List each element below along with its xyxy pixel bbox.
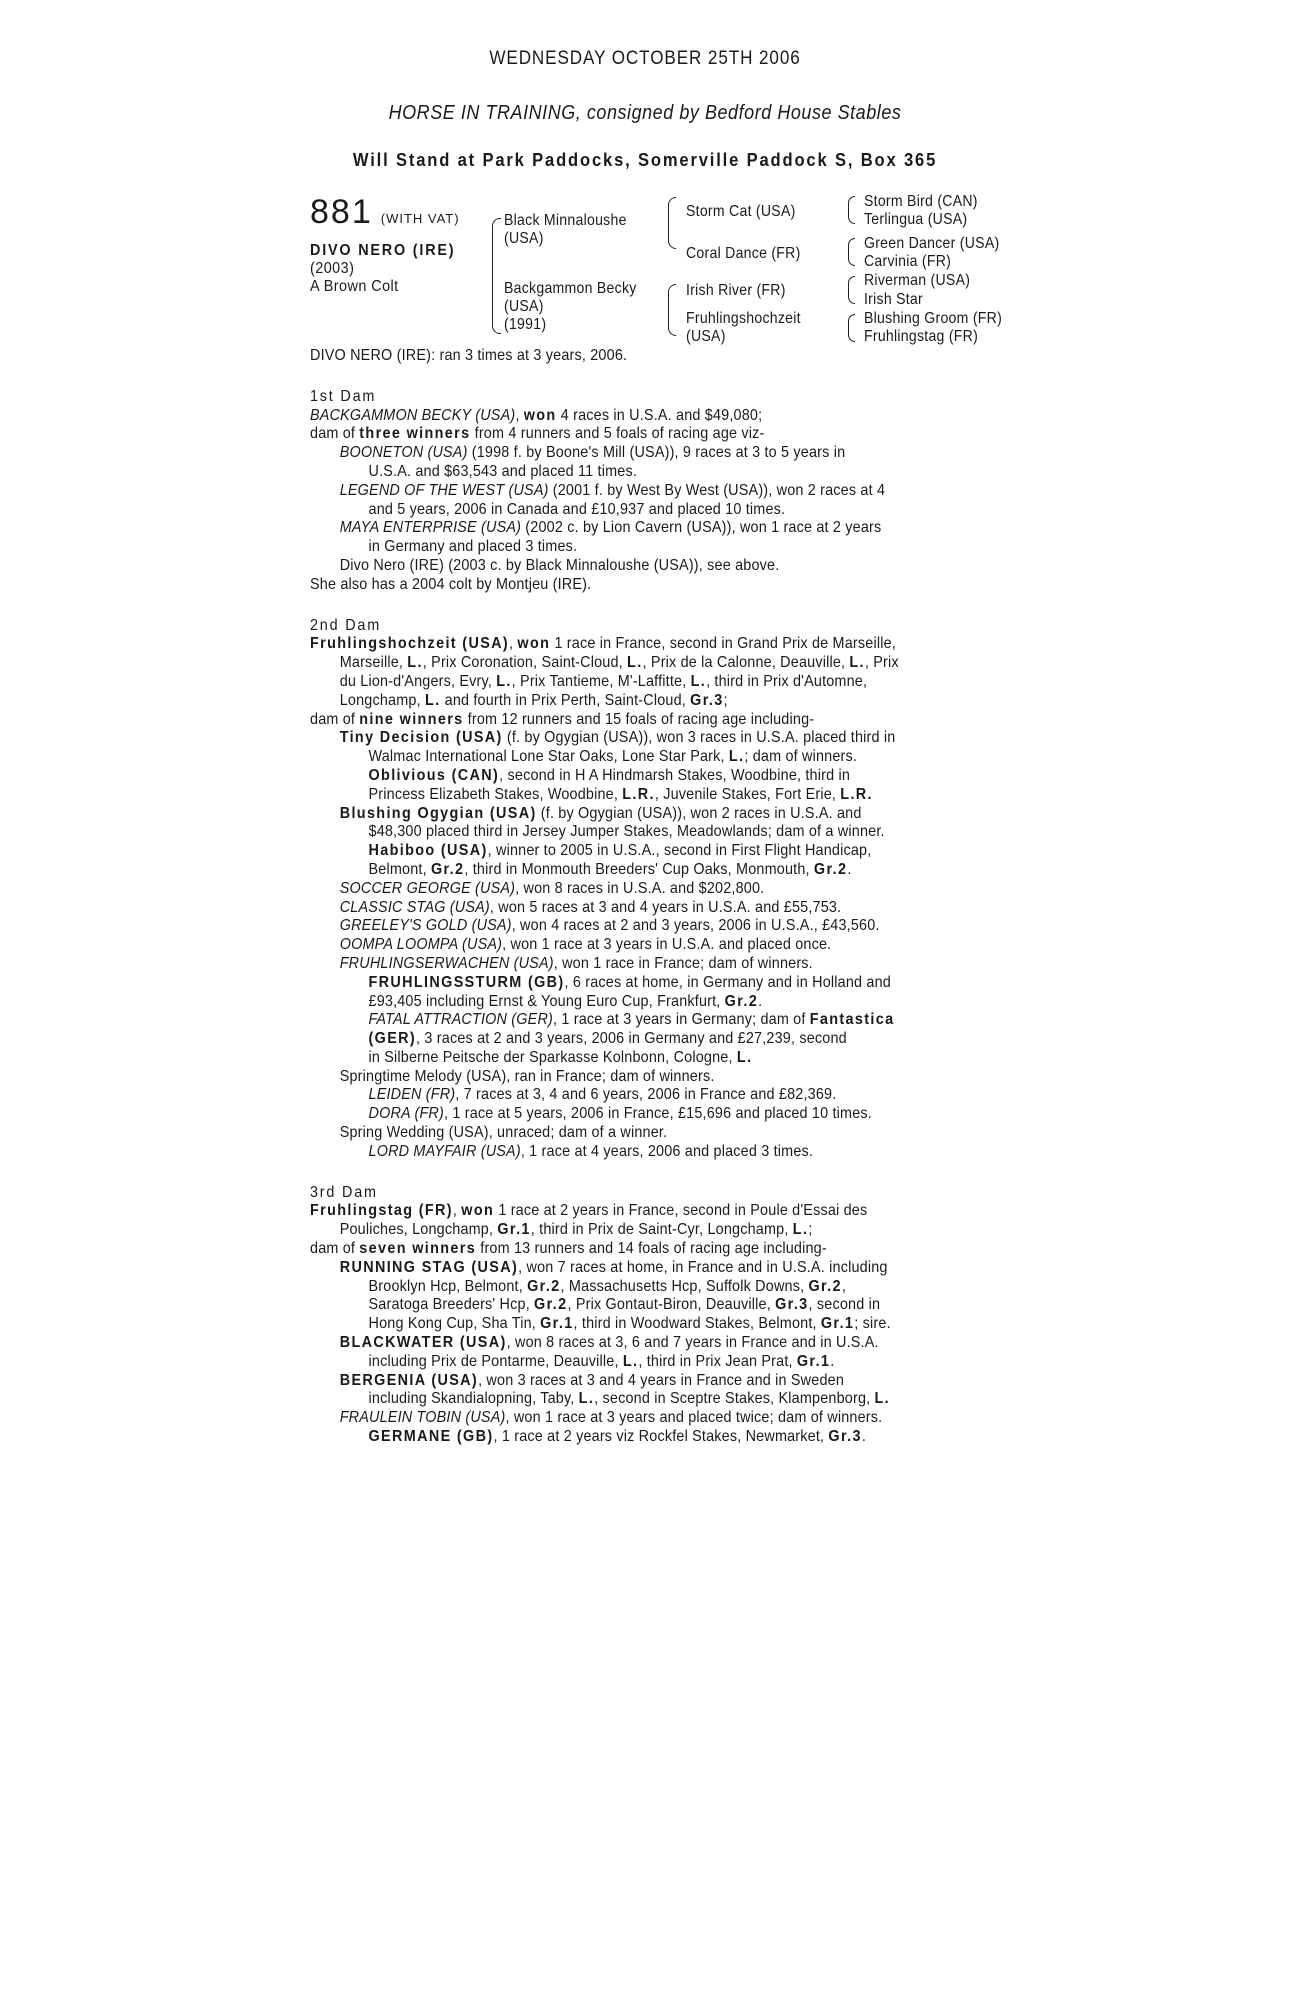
text-segment: (GER) bbox=[368, 1030, 417, 1048]
text-segment: OOMPA LOOMPA (USA) bbox=[339, 936, 503, 954]
sale-date: WEDNESDAY OCTOBER 25TH 2006 bbox=[489, 48, 801, 69]
text-segment: Belmont, bbox=[368, 860, 431, 878]
pedigree-brace-g12 bbox=[848, 196, 855, 224]
text-segment: , winner to 2005 in U.S.A., second in First Flight Handicap, bbox=[487, 842, 872, 860]
text-segment: , bbox=[452, 1202, 462, 1220]
vat-note: (WITH VAT) bbox=[380, 211, 460, 226]
pedigree-g6: Irish Star bbox=[864, 291, 923, 308]
text-segment: Tiny Decision (USA) bbox=[339, 729, 503, 747]
text-segment: FATAL ATTRACTION (GER) bbox=[368, 1011, 553, 1029]
text-line bbox=[310, 463, 940, 482]
text-line bbox=[310, 936, 940, 955]
pedigree-g3: Green Dancer (USA) bbox=[864, 235, 1000, 252]
text-segment: , Prix Tantieme, M'-Laffitte, bbox=[511, 672, 691, 690]
pedigree-g7: Blushing Groom (FR) bbox=[864, 310, 1003, 327]
text-segment: won bbox=[461, 1202, 495, 1220]
text-line bbox=[310, 1124, 940, 1143]
text-line bbox=[310, 1259, 940, 1278]
text-line bbox=[310, 501, 940, 520]
text-segment: . bbox=[847, 860, 852, 878]
text-segment: L. bbox=[874, 1390, 891, 1408]
text-segment: GERMANE (GB) bbox=[368, 1428, 494, 1446]
text-segment: Fruhlingstag (FR) bbox=[310, 1202, 453, 1220]
text-line bbox=[310, 861, 940, 880]
lot-number-block bbox=[310, 193, 460, 232]
text-segment: 4 races in U.S.A. and $49,080; bbox=[556, 406, 763, 424]
text-segment: Longchamp, bbox=[339, 691, 425, 709]
text-segment: ; bbox=[723, 691, 728, 709]
text-segment: , third in Prix de Saint-Cyr, Longchamp, bbox=[530, 1221, 793, 1239]
text-segment: , Juvenile Stakes, Fort Erie, bbox=[654, 785, 841, 803]
pedigree-brace-g78 bbox=[848, 314, 855, 342]
text-segment: from 4 runners and 5 foals of racing age viz- bbox=[470, 425, 765, 443]
text-segment: , 6 races at home, in Germany and in Holland and bbox=[564, 973, 891, 991]
text-segment: LEIDEN (FR) bbox=[368, 1086, 456, 1104]
text-segment: , won 4 races at 2 and 3 years, 2006 in U.S.A., £43,560. bbox=[511, 917, 880, 935]
text-segment: (1998 f. by Boone's Mill (USA)), 9 races at 3 to 5 years in bbox=[467, 444, 846, 462]
text-segment: , 3 races at 2 and 3 years, 2006 in Germany and £27,239, second bbox=[416, 1030, 847, 1048]
text-line bbox=[310, 425, 940, 444]
text-line bbox=[310, 519, 940, 538]
text-segment: Princess Elizabeth Stakes, Woodbine, bbox=[368, 785, 623, 803]
text-line bbox=[310, 1221, 940, 1240]
text-line bbox=[310, 917, 940, 936]
text-segment: , won 8 races in U.S.A. and $202,800. bbox=[515, 879, 765, 897]
text-line bbox=[310, 1372, 940, 1391]
text-segment: from 12 runners and 15 foals of racing age including- bbox=[463, 710, 815, 728]
pedigree-dam: Backgammon Becky (USA) (1991) bbox=[504, 280, 637, 333]
text-segment: , third in Prix Jean Prat, bbox=[638, 1352, 797, 1370]
text-segment: seven winners bbox=[359, 1240, 477, 1258]
text-segment: Fantastica bbox=[809, 1011, 895, 1029]
third-dam-heading: 3rd Dam bbox=[310, 1183, 378, 1201]
text-segment: , Prix bbox=[864, 654, 899, 672]
text-segment: Gr.3 bbox=[690, 691, 724, 709]
text-line bbox=[310, 1296, 940, 1315]
text-line bbox=[310, 767, 940, 786]
text-segment: $48,300 placed third in Jersey Jumper Stakes, Meadowlands; dam of a winner. bbox=[368, 823, 885, 841]
pedigree-sire-dam: Coral Dance (FR) bbox=[686, 245, 801, 262]
text-line bbox=[310, 1278, 940, 1297]
pedigree-sire-sire: Storm Cat (USA) bbox=[686, 203, 796, 220]
text-segment: SOCCER GEORGE (USA) bbox=[339, 879, 516, 897]
catalogue-body bbox=[310, 347, 940, 1447]
text-segment: dam of bbox=[310, 425, 360, 443]
text-line bbox=[310, 1334, 940, 1353]
text-segment: 1 race at 2 years in France, second in Poule d'Essai des bbox=[494, 1202, 868, 1220]
text-segment: BACKGAMMON BECKY (USA) bbox=[310, 406, 516, 424]
text-segment: L. bbox=[728, 748, 745, 766]
text-segment: She also has a 2004 colt by Montjeu (IRE). bbox=[310, 575, 592, 593]
text-segment: L. bbox=[849, 654, 865, 672]
text-line bbox=[310, 557, 940, 576]
text-segment: GREELEY'S GOLD (USA) bbox=[339, 917, 512, 935]
pedigree-brace-sire bbox=[668, 197, 676, 249]
pedigree-dam-dam: Fruhlingshochzeit (USA) bbox=[686, 310, 801, 345]
text-segment: Gr.2 bbox=[430, 860, 465, 878]
text-segment: , second in Sceptre Stakes, Klampenborg, bbox=[594, 1390, 875, 1408]
text-segment: Gr.1 bbox=[820, 1315, 855, 1333]
text-segment: L. bbox=[792, 1221, 809, 1239]
text-segment: L.R. bbox=[840, 785, 873, 803]
text-segment: Spring Wedding (USA), unraced; dam of a winner. bbox=[339, 1124, 668, 1142]
text-segment: , 7 races at 3, 4 and 6 years, 2006 in France and £82,369. bbox=[455, 1086, 837, 1104]
text-line bbox=[310, 673, 940, 692]
pedigree-brace-g56 bbox=[848, 276, 855, 304]
text-line bbox=[310, 805, 940, 824]
text-segment: , bbox=[515, 406, 524, 424]
text-line bbox=[310, 1353, 940, 1372]
text-segment: (2001 f. by West By West (USA)), won 2 races at 4 bbox=[548, 481, 886, 499]
text-segment: Walmac International Lone Star Oaks, Lone Star Park, bbox=[368, 748, 729, 766]
text-line bbox=[310, 444, 940, 463]
text-segment: L. bbox=[578, 1390, 595, 1408]
text-line bbox=[310, 654, 940, 673]
text-line bbox=[310, 1202, 940, 1221]
text-segment: won bbox=[517, 635, 551, 653]
text-segment: Springtime Melody (USA), ran in France; dam of winners. bbox=[339, 1067, 715, 1085]
text-line bbox=[310, 1105, 940, 1124]
text-segment: 1 race in France, second in Grand Prix de Marseille, bbox=[550, 635, 896, 653]
pedigree-brace-main bbox=[492, 218, 501, 334]
text-segment: , second in H A Hindmarsh Stakes, Woodbine, third in bbox=[499, 766, 851, 784]
text-segment: nine winners bbox=[359, 710, 464, 728]
text-line bbox=[310, 1068, 940, 1087]
text-segment: £93,405 including Ernst & Young Euro Cup, Frankfurt, bbox=[368, 992, 725, 1010]
text-segment: . bbox=[830, 1352, 835, 1370]
stand-location: Will Stand at Park Paddocks, Somerville Paddock S, Box 365 bbox=[352, 150, 938, 170]
text-segment: FRUHLINGSSTURM (GB) bbox=[368, 973, 565, 991]
text-segment: L. bbox=[407, 654, 423, 672]
text-segment: Gr.2 bbox=[724, 992, 759, 1010]
text-segment: , third in Woodward Stakes, Belmont, bbox=[573, 1315, 821, 1333]
text-line bbox=[310, 1086, 940, 1105]
text-segment: , third in Prix d'Automne, bbox=[706, 672, 868, 690]
text-segment: Gr.3 bbox=[775, 1296, 809, 1314]
text-segment: Divo Nero (IRE) (2003 c. by Black Minnaloushe (USA)), see above. bbox=[339, 556, 780, 574]
text-segment: , 1 race at 2 years viz Rockfel Stakes, Newmarket, bbox=[493, 1428, 829, 1446]
lot-number: 881 bbox=[310, 193, 373, 231]
text-segment: , Prix de la Calonne, Deauville, bbox=[642, 654, 850, 672]
text-line bbox=[310, 407, 940, 426]
text-segment: , third in Monmouth Breeders' Cup Oaks, Monmouth, bbox=[464, 860, 814, 878]
text-segment: (2002 c. by Lion Cavern (USA)), won 1 race at 2 years bbox=[521, 519, 882, 537]
text-segment: Habiboo (USA) bbox=[368, 842, 488, 860]
text-segment: , won 1 race at 3 years and placed twice; dam of winners. bbox=[505, 1409, 883, 1427]
text-segment: , bbox=[841, 1277, 847, 1295]
text-line bbox=[310, 538, 940, 557]
text-segment: Gr.1 bbox=[497, 1221, 531, 1239]
text-segment: . bbox=[861, 1428, 867, 1446]
text-segment: RUNNING STAG (USA) bbox=[339, 1258, 519, 1276]
text-line bbox=[310, 880, 940, 899]
text-segment: Hong Kong Cup, Sha Tin, bbox=[368, 1315, 541, 1333]
text-segment: BOONETON (USA) bbox=[339, 444, 468, 462]
text-segment: DORA (FR) bbox=[368, 1105, 444, 1123]
text-segment: ; dam of winners. bbox=[744, 748, 858, 766]
pedigree-g5: Riverman (USA) bbox=[864, 272, 971, 289]
text-segment: including Prix de Pontarme, Deauville, bbox=[368, 1352, 623, 1370]
pedigree-dam-sire: Irish River (FR) bbox=[686, 282, 786, 299]
text-segment: L. bbox=[496, 672, 512, 690]
text-line bbox=[310, 635, 940, 654]
text-line bbox=[310, 1315, 940, 1334]
race-summary: DIVO NERO (IRE): ran 3 times at 3 years, 2006. bbox=[310, 347, 628, 364]
text-segment: , won 8 races at 3, 6 and 7 years in France and in U.S.A. bbox=[506, 1334, 879, 1352]
text-line bbox=[310, 748, 940, 767]
text-segment: Pouliches, Longchamp, bbox=[339, 1221, 498, 1239]
text-segment: Gr.2 bbox=[808, 1277, 842, 1295]
text-segment: L. bbox=[424, 691, 441, 709]
text-segment: , Massachusetts Hcp, Suffolk Downs, bbox=[560, 1277, 809, 1295]
text-segment: , won 5 races at 3 and 4 years in U.S.A. and £55,753. bbox=[489, 898, 842, 916]
text-segment: L. bbox=[690, 672, 707, 690]
text-segment: Saratoga Breeders' Hcp, bbox=[368, 1296, 535, 1314]
text-segment: three winners bbox=[359, 425, 471, 443]
text-segment: , won 1 race in France; dam of winners. bbox=[553, 954, 813, 972]
second-dam-heading: 2nd Dam bbox=[310, 616, 382, 634]
first-dam-section bbox=[310, 407, 940, 595]
text-line bbox=[310, 823, 940, 842]
text-line bbox=[310, 842, 940, 861]
text-segment: , 1 race at 4 years, 2006 and placed 3 times. bbox=[520, 1142, 814, 1160]
text-line bbox=[310, 1030, 940, 1049]
text-line bbox=[310, 955, 940, 974]
first-dam-heading: 1st Dam bbox=[310, 387, 377, 405]
text-segment: Brooklyn Hcp, Belmont, bbox=[368, 1277, 528, 1295]
consignment-line: HORSE IN TRAINING, consigned by Bedford House Stables bbox=[388, 102, 902, 124]
text-segment: in Silberne Peitsche der Sparkasse Kolnbonn, Cologne, bbox=[368, 1048, 737, 1066]
text-segment: U.S.A. and $63,543 and placed 11 times. bbox=[368, 462, 638, 480]
text-line bbox=[310, 1143, 940, 1162]
text-line bbox=[310, 786, 940, 805]
text-segment: Gr.1 bbox=[796, 1352, 831, 1370]
text-line bbox=[310, 993, 940, 1012]
text-segment: won bbox=[523, 406, 557, 424]
text-segment: LEGEND OF THE WEST (USA) bbox=[339, 481, 549, 499]
text-segment: FRAULEIN TOBIN (USA) bbox=[339, 1409, 506, 1427]
text-segment: L. bbox=[627, 654, 643, 672]
text-segment: , won 1 race at 3 years in U.S.A. and placed once. bbox=[502, 936, 832, 954]
text-line bbox=[310, 482, 940, 501]
horse-description: A Brown Colt bbox=[310, 278, 399, 295]
text-segment: . bbox=[758, 992, 763, 1010]
text-segment: L.R. bbox=[622, 785, 655, 803]
pedigree-brace-dam bbox=[668, 284, 676, 336]
text-line bbox=[310, 974, 940, 993]
text-segment: , bbox=[509, 635, 518, 653]
text-line bbox=[310, 711, 940, 730]
text-segment: , second in bbox=[808, 1296, 881, 1314]
text-line bbox=[310, 1390, 940, 1409]
text-segment: ; sire. bbox=[854, 1315, 891, 1333]
text-segment: Gr.2 bbox=[527, 1277, 561, 1295]
text-segment: , won 3 races at 3 and 4 years in France and in Sweden bbox=[478, 1371, 845, 1389]
text-line bbox=[310, 1049, 940, 1068]
text-segment: Oblivious (CAN) bbox=[368, 766, 500, 784]
text-segment: CLASSIC STAG (USA) bbox=[339, 898, 490, 916]
pedigree-sire: Black Minnaloushe (USA) bbox=[504, 212, 627, 247]
text-segment: Gr.1 bbox=[540, 1315, 574, 1333]
text-segment: L. bbox=[622, 1352, 639, 1370]
text-segment: (f. by Ogygian (USA)), won 3 races in U.S.A. placed third in bbox=[502, 729, 896, 747]
text-segment: Blushing Ogygian (USA) bbox=[339, 804, 537, 822]
text-segment: , Prix Gontaut-Biron, Deauville, bbox=[567, 1296, 776, 1314]
text-line bbox=[310, 899, 940, 918]
horse-year: (2003) bbox=[310, 260, 355, 277]
text-line bbox=[310, 1011, 940, 1030]
text-segment: BERGENIA (USA) bbox=[339, 1371, 479, 1389]
text-segment: FRUHLINGSERWACHEN (USA) bbox=[339, 954, 554, 972]
text-segment: from 13 runners and 14 foals of racing age including- bbox=[476, 1240, 827, 1258]
text-line bbox=[310, 1240, 940, 1259]
text-segment: and fourth in Prix Perth, Saint-Cloud, bbox=[440, 691, 691, 709]
pedigree-g8: Fruhlingstag (FR) bbox=[864, 328, 979, 345]
text-segment: L. bbox=[736, 1048, 753, 1066]
text-line bbox=[310, 576, 940, 595]
text-segment: du Lion-d'Angers, Evry, bbox=[339, 672, 497, 690]
text-segment: Gr.2 bbox=[813, 860, 848, 878]
text-segment: BLACKWATER (USA) bbox=[339, 1334, 507, 1352]
pedigree-g1: Storm Bird (CAN) bbox=[864, 193, 978, 210]
text-segment: Marseille, bbox=[339, 654, 408, 672]
text-segment: including Skandialopning, Taby, bbox=[368, 1390, 579, 1408]
pedigree-g2: Terlingua (USA) bbox=[864, 211, 968, 228]
text-segment: , won 7 races at home, in France and in U.S.A. including bbox=[518, 1258, 888, 1276]
second-dam-section bbox=[310, 635, 940, 1161]
text-segment: and 5 years, 2006 in Canada and £10,937 and placed 10 times. bbox=[368, 500, 786, 518]
text-segment: dam of bbox=[310, 710, 360, 728]
pedigree-brace-g34 bbox=[848, 238, 855, 266]
text-segment: ; bbox=[808, 1221, 813, 1239]
horse-name: DIVO NERO (IRE) bbox=[310, 242, 456, 259]
text-segment: , 1 race at 3 years in Germany; dam of bbox=[553, 1011, 810, 1029]
text-segment: Fruhlingshochzeit (USA) bbox=[310, 635, 510, 653]
pedigree-g4: Carvinia (FR) bbox=[864, 253, 952, 270]
text-line bbox=[310, 1428, 940, 1447]
text-segment: , 1 race at 5 years, 2006 in France, £15,696 and placed 10 times. bbox=[443, 1105, 872, 1123]
text-segment: LORD MAYFAIR (USA) bbox=[368, 1142, 521, 1160]
horse-identity bbox=[310, 242, 455, 296]
text-line bbox=[310, 1409, 940, 1428]
text-line bbox=[310, 692, 940, 711]
text-segment: MAYA ENTERPRISE (USA) bbox=[339, 519, 522, 537]
third-dam-section bbox=[310, 1202, 940, 1446]
text-segment: (f. by Ogygian (USA)), won 2 races in U.S.A. and bbox=[536, 804, 862, 822]
text-segment: dam of bbox=[310, 1240, 360, 1258]
text-segment: Gr.2 bbox=[534, 1296, 568, 1314]
text-line bbox=[310, 729, 940, 748]
text-segment: in Germany and placed 3 times. bbox=[368, 538, 578, 556]
text-segment: Gr.3 bbox=[828, 1428, 862, 1446]
text-segment: , Prix Coronation, Saint-Cloud, bbox=[422, 654, 628, 672]
